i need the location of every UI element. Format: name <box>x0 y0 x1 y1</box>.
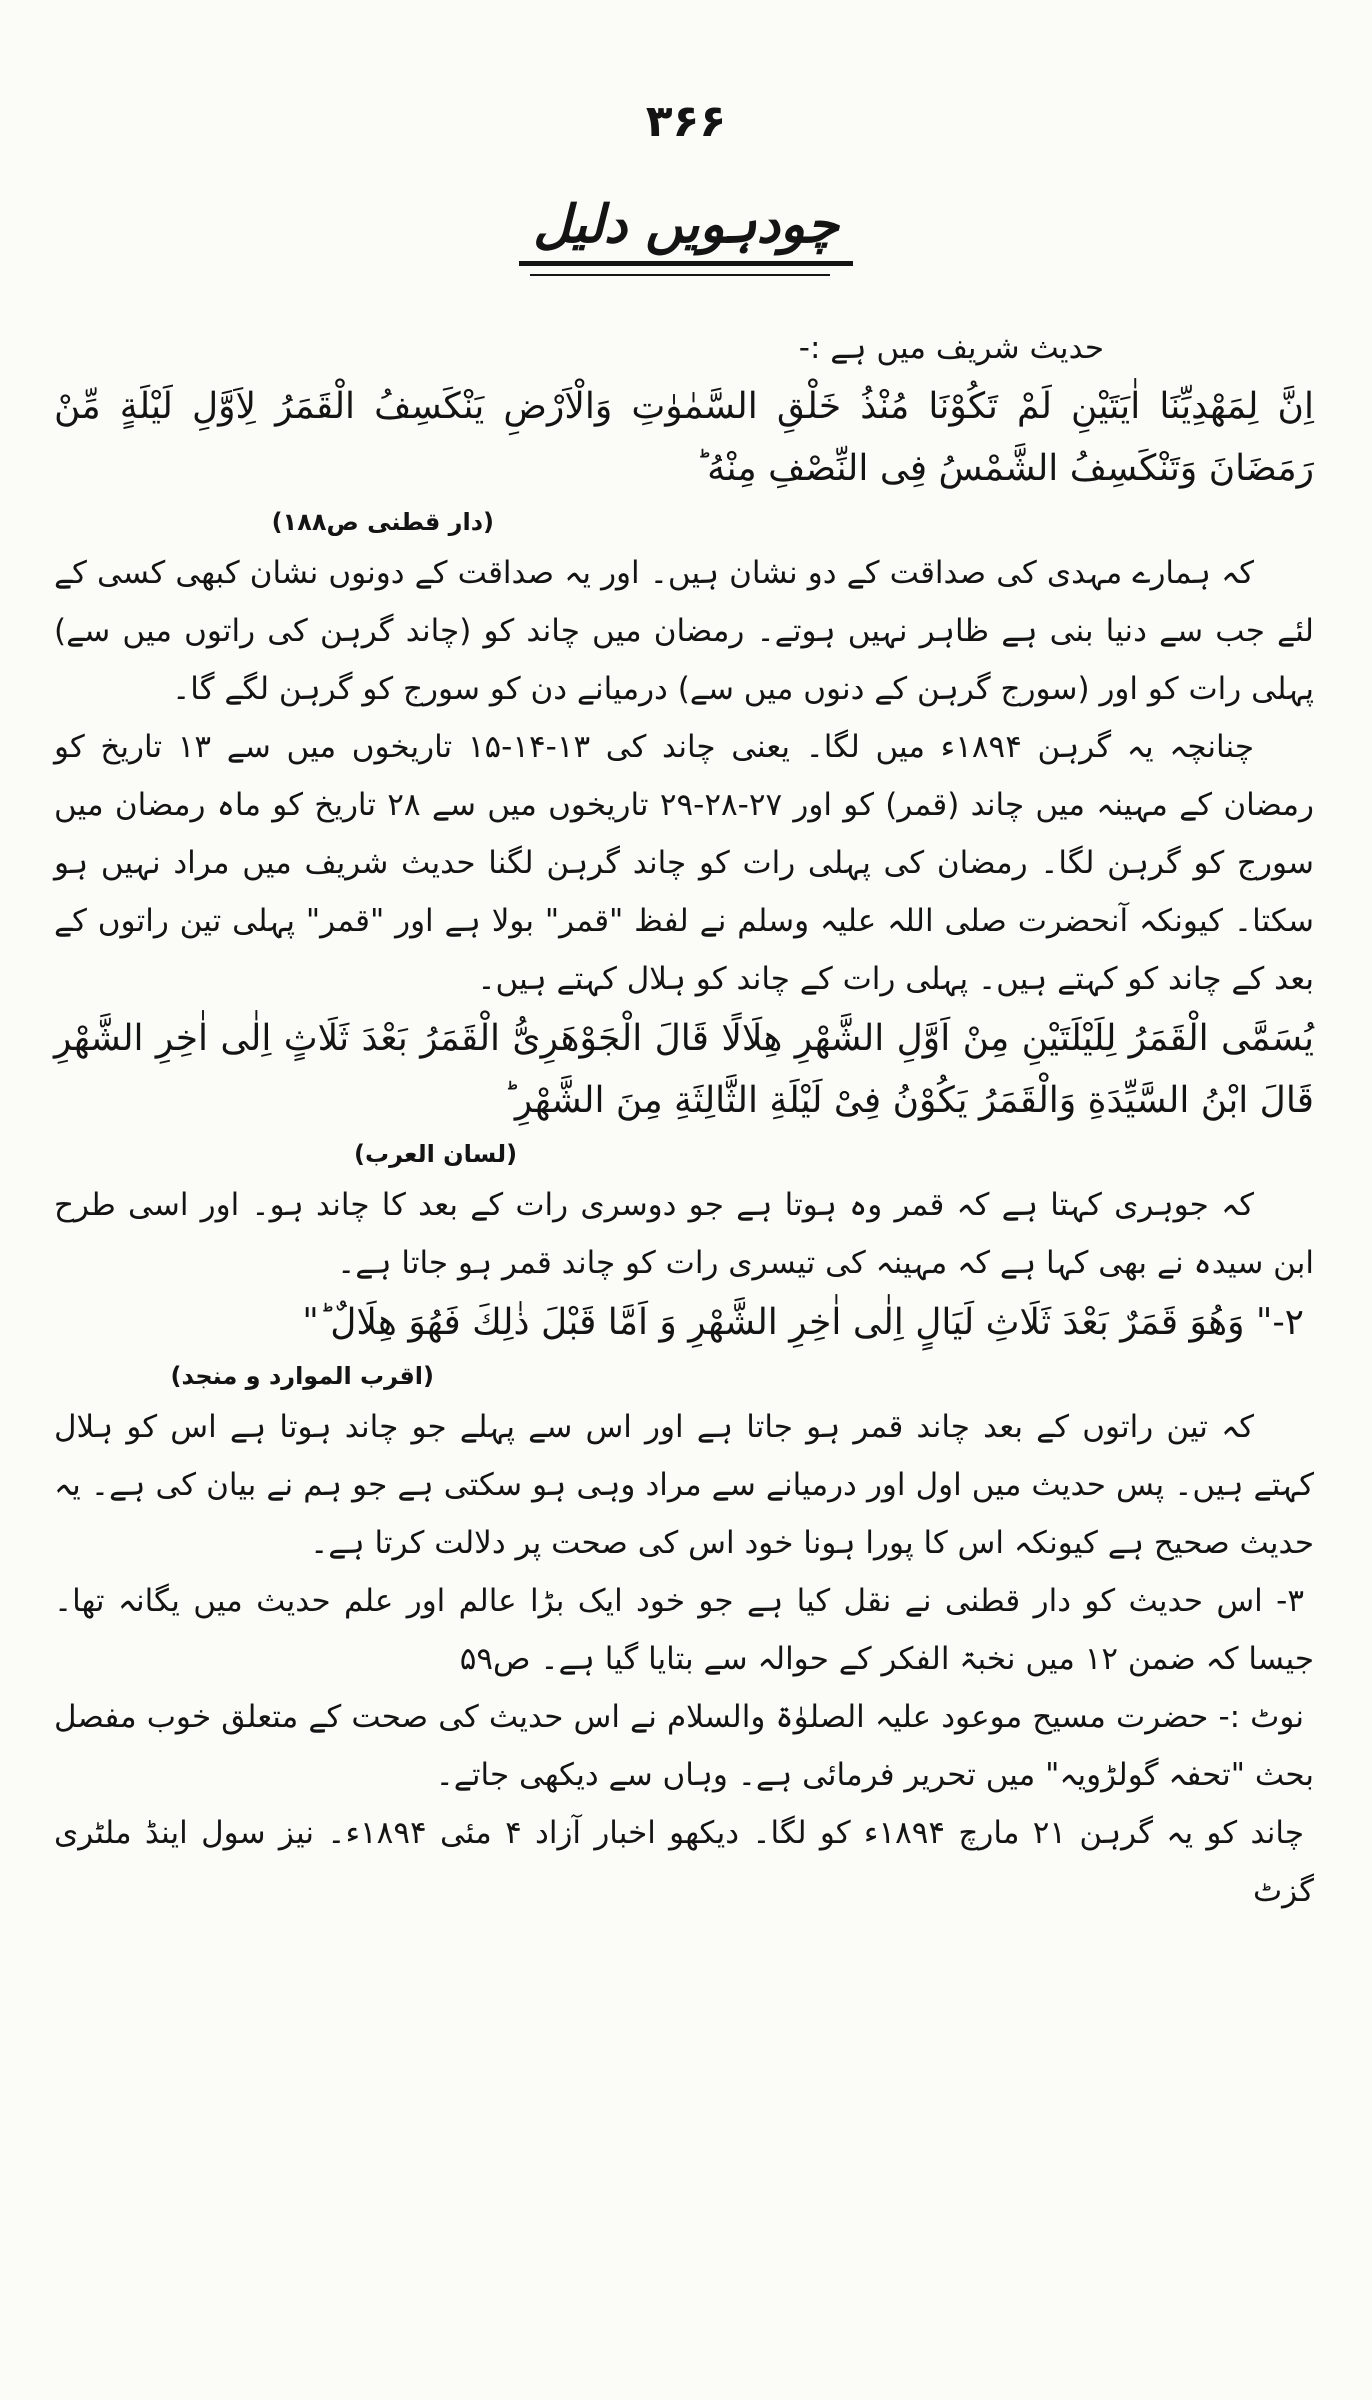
document-body <box>54 320 1314 1920</box>
hadith-arabic-text: اِنَّ لِمَهْدِیِّنَا اٰیَتَیْنِ لَمْ تَكُوْنَا مُنْذُ خَلْقِ السَّمٰوٰتِ وَالْاَرْضِ یَنْكَسِفُ الْقَمَرُ لِاَوَّلِ لَیْلَةٍ مِّنْ رَمَضَانَ وَتَنْكَسِفُ الشَّمْسُ فِی النِّصْفِ مِنْهُ ؕ <box>54 386 1314 489</box>
page-number: ۳۶۶ <box>645 96 727 147</box>
closing-line: چاند کو یہ گرہن ۲۱ مارچ ۱۸۹۴ء کو لگا۔ دیکھو اخبار آزاد ۴ مئی ۱۸۹۴ء۔ نیز سول اینڈ ملٹری گزٹ <box>54 1815 1314 1909</box>
note-paragraph: نوٹ :- حضرت مسیح موعود علیہ الصلوٰۃ والسلام نے اس حدیث کی صحت کے متعلق خوب مفصل بحث "تحفہ گولڑویہ" میں تحریر فرمائی ہے۔ وہاں سے دیکھی جاتے۔ <box>54 1699 1314 1793</box>
arabic-aqrab-quote: ۲-" وَهُوَ قَمَرٌ بَعْدَ ثَلَاثِ لَیَالٍ اِلٰی اٰخِرِ الشَّهْرِ وَ اَمَّا قَبْلَ ذٰلِكَ فَهُوَ هِلَالٌ ؕ" <box>302 1302 1304 1343</box>
page-title: چودہویں دلیل <box>519 195 853 266</box>
paragraph-eclipse-1894: چنانچہ یہ گرہن ۱۸۹۴ء میں لگا۔ یعنی چاند کی ۱۳-۱۴-۱۵ تاریخوں میں سے ۱۳ تاریخ کو رمضان کے مہینہ میں چاند (قمر) کو اور ۲۷-۲۸-۲۹ تاریخوں میں سے ۲۸ تاریخ کو ماہ رمضان میں سورج کو گرہن لگا۔ رمضان کی پہلی رات کو چاند گرہن لگنا حدیث شریف میں مراد نہیں ہو سکتا۔ کیونکہ آنحضرت صلی اللہ علیہ وسلم نے لفظ "قمر" بولا ہے اور "قمر" پہلی تین راتوں کے بعد کے چاند کو کہتے ہیں۔ پہلی رات کے چاند کو ہلال کہتے ہیں۔ <box>54 729 1315 997</box>
paragraph-three-nights: کہ تین راتوں کے بعد چاند قمر ہو جاتا ہے اور اس سے پہلے جو چاند ہوتا ہے اس کو ہلال کہتے ہیں۔ پس حدیث میں اول اور درمیانے سے مراد وہی ہو سکتی ہے جو ہم نے بیان کی ہے۔ یہ حدیث صحیح ہے کیونکہ اس کا پورا ہونا خود اس کی صحت پر دلالت کرتا ہے۔ <box>54 1409 1314 1561</box>
paragraph-mahdi-signs: کہ ہمارے مہدی کی صداقت کے دو نشان ہیں۔ اور یہ صداقت کے دونوں نشان کبھی کسی کے لئے جب سے دنیا بنی ہے ظاہر نہیں ہوتے۔ رمضان میں چاند کو (چاند گرہن کی راتوں میں سے) پہلی رات کو اور (سورج گرہن کے دنوں میں سے) درمیانے دن کو سورج کو گرہن لگے گا۔ <box>54 555 1314 707</box>
intro-label: حدیث شریف میں ہے :- <box>798 330 1104 366</box>
reference-daraqutni <box>54 500 1314 544</box>
reference-daraqutni-text: (دار قطنی ص۱۸۸) <box>271 508 494 536</box>
paragraph-jauhari: کہ جوہری کہتا ہے کہ قمر وہ ہوتا ہے جو دوسری رات کے بعد کا چاند ہو۔ اور اسی طرح ابن سیدہ نے بھی کہا ہے کہ مہینہ کی تیسری رات کو چاند قمر ہو جاتا ہے۔ <box>54 1187 1314 1281</box>
paragraph-daraqutni-scholar: ۳- اس حدیث کو دار قطنی نے نقل کیا ہے جو خود ایک بڑا عالم اور علم حدیث میں یگانہ تھا۔ جیسا کہ ضمن ۱۲ میں نخبۃ الفکر کے حوالہ سے بتایا گیا ہے۔ ص۵۹ <box>54 1583 1314 1677</box>
title-underline <box>530 274 830 276</box>
reference-lisan-al-arab-text: (لسان العرب) <box>354 1140 518 1168</box>
reference-aqrab-mawarid <box>54 1354 1314 1398</box>
reference-lisan-al-arab <box>54 1132 1314 1176</box>
arabic-lisan-quote: یُسَمَّی الْقَمَرُ لِلَیْلَتَیْنِ مِنْ اَوَّلِ الشَّهْرِ هِلَالًا قَالَ الْجَوْهَرِیُّ الْقَمَرُ بَعْدَ ثَلَاثٍ اِلٰی اٰخِرِ الشَّهْرِ قَالَ ابْنُ السَّیِّدَةِ وَالْقَمَرُ یَكُوْنُ فِیْ لَیْلَةِ الثَّالِثَةِ مِنَ الشَّهْرِ ؕ <box>54 1018 1314 1121</box>
title-wrapper <box>0 195 1372 266</box>
reference-aqrab-mawarid-text: (اقرب الموارد و منجد) <box>170 1362 434 1390</box>
